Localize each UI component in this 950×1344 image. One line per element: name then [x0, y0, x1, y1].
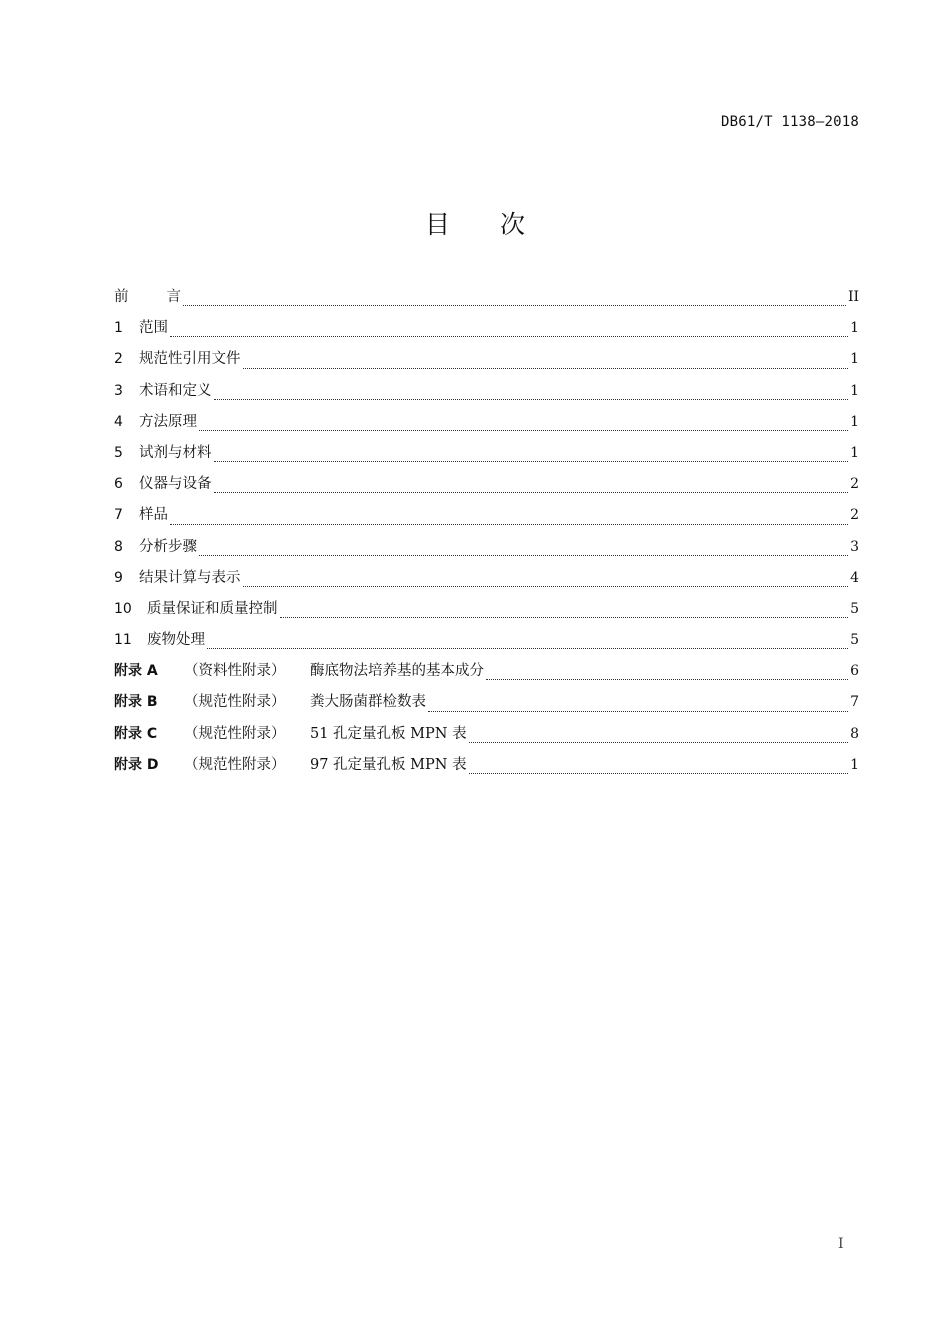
dot-leader [214, 398, 849, 400]
dot-leader [199, 554, 848, 556]
dot-leader [428, 710, 848, 712]
dot-leader [214, 460, 849, 462]
toc-entry-foreword[interactable] [114, 284, 859, 315]
appendix-type: （规范性附录） [184, 694, 286, 711]
toc-entry-page: 8 [850, 725, 859, 742]
toc-entry-page: 7 [850, 694, 859, 711]
toc-entry-title: 97 孔定量孔板 MPN 表 [310, 756, 467, 773]
title-char-1: 目 [424, 210, 450, 239]
toc-entry-title: 酶底物法培养基的基本成分 [310, 663, 484, 680]
dot-leader [469, 741, 849, 743]
toc-entry-1[interactable] [114, 315, 859, 346]
toc-entry-3[interactable] [114, 378, 859, 409]
toc-entry-number: 7 [114, 507, 123, 524]
toc-entry-title: 方法原理 [139, 413, 197, 430]
toc-entry-5[interactable] [114, 440, 859, 471]
toc-entry-appendix-d[interactable] [114, 752, 859, 783]
toc-entry-title: 仪器与设备 [139, 476, 212, 493]
toc-entry-2[interactable] [114, 346, 859, 377]
toc-entry-number: 10 [114, 600, 132, 617]
table-of-contents [114, 284, 859, 783]
toc-entry-page: 1 [850, 320, 859, 337]
toc-entry-page: 1 [850, 444, 859, 461]
toc-entry-number: 2 [114, 351, 123, 368]
toc-entry-number: 附录 D [114, 756, 159, 773]
document-code: DB61/T 1138—2018 [720, 114, 859, 130]
toc-entry-title: 样品 [139, 507, 168, 524]
page-number: I [838, 1236, 844, 1252]
dot-leader [486, 678, 848, 680]
toc-entry-title: 质量保证和质量控制 [147, 600, 278, 617]
toc-entry-title: 分析步骤 [139, 538, 197, 555]
toc-entry-appendix-b[interactable] [114, 689, 859, 720]
toc-entry-title [114, 284, 181, 310]
toc-entry-number: 4 [114, 413, 123, 430]
toc-entry-page: 2 [850, 507, 859, 524]
dot-leader [243, 585, 849, 587]
dot-leader [170, 523, 848, 525]
toc-entry-number: 1 [114, 320, 123, 337]
dot-leader [207, 647, 848, 649]
dot-leader [183, 304, 846, 306]
toc-entry-page: II [847, 289, 859, 305]
toc-entry-number: 附录 A [114, 663, 158, 680]
dot-leader [199, 429, 848, 431]
toc-entry-page: 6 [850, 663, 859, 680]
appendix-type: （规范性附录） [184, 725, 286, 742]
toc-entry-8[interactable] [114, 534, 859, 565]
toc-entry-page: 5 [850, 600, 859, 617]
toc-entry-appendix-c[interactable] [114, 721, 859, 752]
toc-entry-page: 1 [850, 351, 859, 368]
title-char-2: 次 [500, 210, 526, 239]
appendix-type: （规范性附录） [184, 756, 286, 773]
toc-entry-title: 规范性引用文件 [139, 351, 241, 368]
foreword-char-2: 言 [166, 289, 181, 305]
dot-leader [243, 367, 849, 369]
toc-entry-4[interactable] [114, 409, 859, 440]
toc-entry-page: 5 [850, 632, 859, 649]
toc-entry-10[interactable] [114, 596, 859, 627]
toc-entry-number: 11 [114, 632, 132, 649]
toc-entry-7[interactable] [114, 502, 859, 533]
toc-entry-title: 范围 [139, 320, 168, 337]
dot-leader [280, 616, 849, 618]
toc-entry-page: 2 [850, 476, 859, 493]
toc-entry-title: 粪大肠菌群检数表 [310, 694, 426, 711]
dot-leader [214, 491, 849, 493]
toc-entry-title: 术语和定义 [139, 382, 212, 399]
toc-entry-title: 51 孔定量孔板 MPN 表 [310, 725, 467, 742]
toc-entry-number: 5 [114, 444, 123, 461]
toc-entry-number: 3 [114, 382, 123, 399]
toc-entry-number: 附录 B [114, 694, 158, 711]
toc-entry-page: 4 [850, 569, 859, 586]
toc-entry-page: 3 [850, 538, 859, 555]
toc-entry-page: 1 [850, 382, 859, 399]
toc-entry-11[interactable] [114, 627, 859, 658]
page-title [0, 205, 950, 241]
toc-entry-6[interactable] [114, 471, 859, 502]
appendix-type: （资料性附录） [184, 663, 286, 680]
toc-entry-title: 废物处理 [147, 632, 205, 649]
foreword-char-1: 前 [114, 289, 129, 305]
toc-entry-number: 9 [114, 569, 123, 586]
toc-entry-number: 6 [114, 476, 123, 493]
toc-entry-9[interactable] [114, 565, 859, 596]
dot-leader [170, 335, 848, 337]
dot-leader [469, 772, 849, 774]
toc-entry-appendix-a[interactable] [114, 658, 859, 689]
toc-entry-title: 结果计算与表示 [139, 569, 241, 586]
toc-entry-title: 试剂与材料 [139, 444, 212, 461]
toc-entry-page: 1 [850, 756, 859, 773]
toc-entry-page: 1 [850, 413, 859, 430]
toc-entry-number: 附录 C [114, 725, 158, 742]
toc-entry-number: 8 [114, 538, 123, 555]
